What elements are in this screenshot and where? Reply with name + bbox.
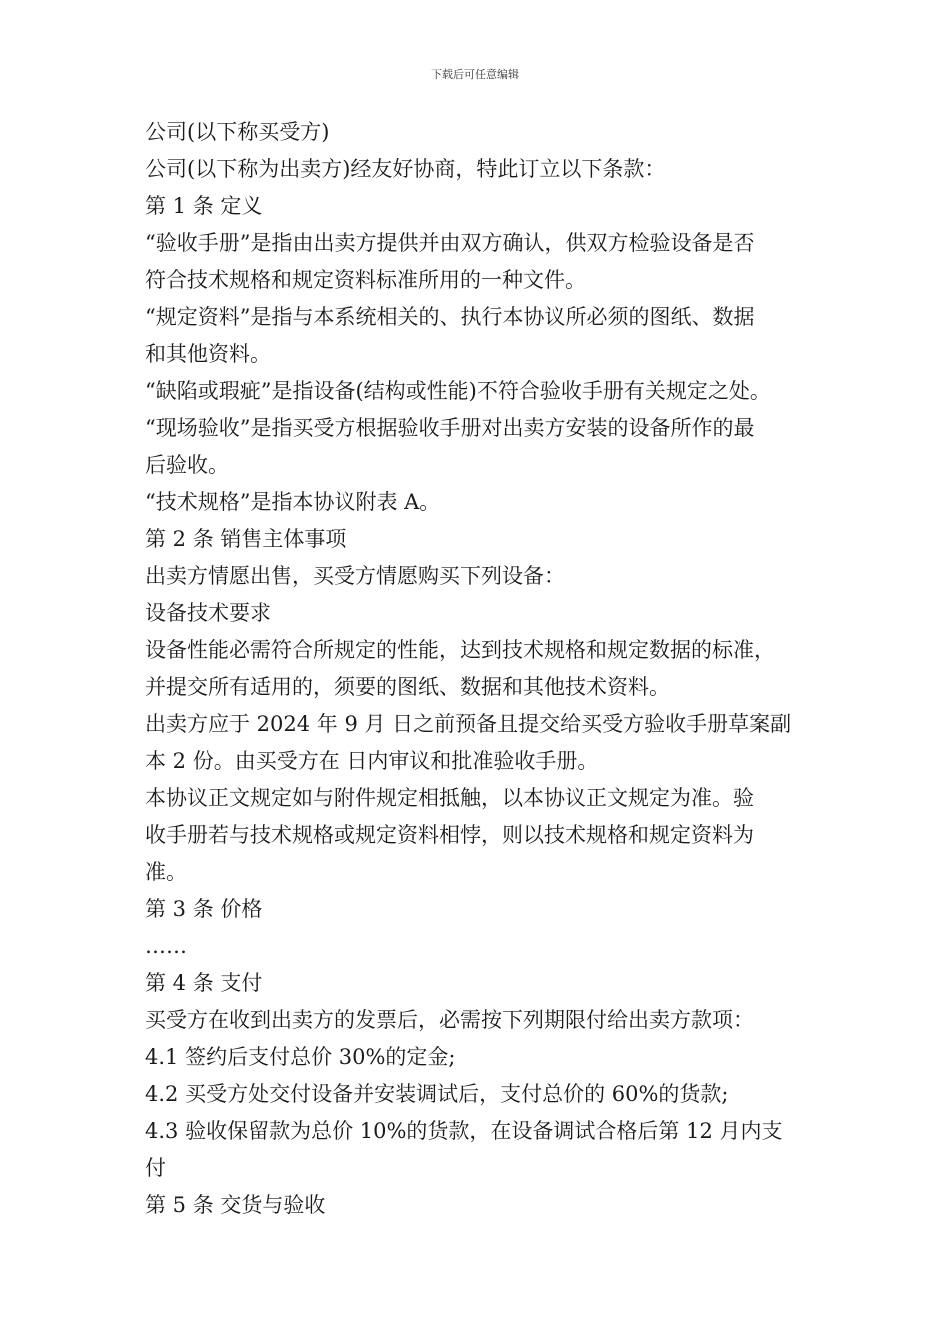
article-heading: 第 2 条 销售主体事项 [145, 527, 347, 551]
text-line: 出卖方应于 2024 年 9 月 日之前预备且提交给买受方验收手册草案副 [145, 712, 792, 736]
text-line: 4.3 验收保留款为总价 10%的货款，在设备调试合格后第 12 月内支 [145, 1119, 783, 1143]
text-line: 符合技术规格和规定资料标准所用的一种文件。 [145, 268, 586, 292]
text-line: 收手册若与技术规格或规定资料相悖，则以技术规格和规定资料为 [145, 823, 754, 847]
text-line: “验收手册”是指由出卖方提供并由双方确认，供双方检验设备是否 [145, 231, 755, 255]
text-line: 本协议正文规定如与附件规定相抵触，以本协议正文规定为准。验 [145, 786, 754, 810]
article-heading: 第 1 条 定义 [145, 194, 263, 218]
text-line: 设备技术要求 [145, 601, 271, 625]
article-heading: 第 4 条 支付 [145, 971, 263, 995]
text-line: 准。 [145, 860, 187, 884]
page-header: 下载后可任意编辑 [431, 68, 519, 81]
text-line: “规定资料”是指与本系统相关的、执行本协议所必须的图纸、数据 [145, 305, 755, 329]
text-line: “技术规格”是指本协议附表 A。 [145, 490, 441, 514]
document-body [145, 114, 825, 1224]
text-line: “缺陷或瑕疵”是指设备(结构或性能)不符合验收手册有关规定之处。 [145, 379, 771, 403]
text-line: 并提交所有适用的，须要的图纸、数据和其他技术资料。 [145, 675, 670, 699]
text-line: 后验收。 [145, 453, 229, 477]
text-line: 设备性能必需符合所规定的性能，达到技术规格和规定数据的标准， [145, 638, 775, 662]
text-line: 公司(以下称为出卖方)经友好协商，特此订立以下条款： [145, 157, 666, 181]
article-heading: 第 5 条 交货与验收 [145, 1193, 326, 1217]
text-line: 出卖方情愿出售，买受方情愿购买下列设备： [145, 564, 565, 588]
text-line: “现场验收”是指买受方根据验收手册对出卖方安装的设备所作的最 [145, 416, 755, 440]
text-line: 和其他资料。 [145, 342, 271, 366]
text-line: …… [145, 934, 187, 958]
text-line: 付 [145, 1156, 166, 1180]
text-line: 4.1 签约后支付总价 30%的定金; [145, 1045, 456, 1069]
text-line: 买受方在收到出卖方的发票后，必需按下列期限付给出卖方款项： [145, 1008, 754, 1032]
text-line: 公司(以下称买受方) [145, 120, 330, 144]
article-heading: 第 3 条 价格 [145, 897, 263, 921]
text-line: 4.2 买受方处交付设备并安装调试后，支付总价的 60%的货款; [145, 1082, 729, 1106]
text-line: 本 2 份。由买受方在 日内审议和批准验收手册。 [145, 749, 599, 773]
